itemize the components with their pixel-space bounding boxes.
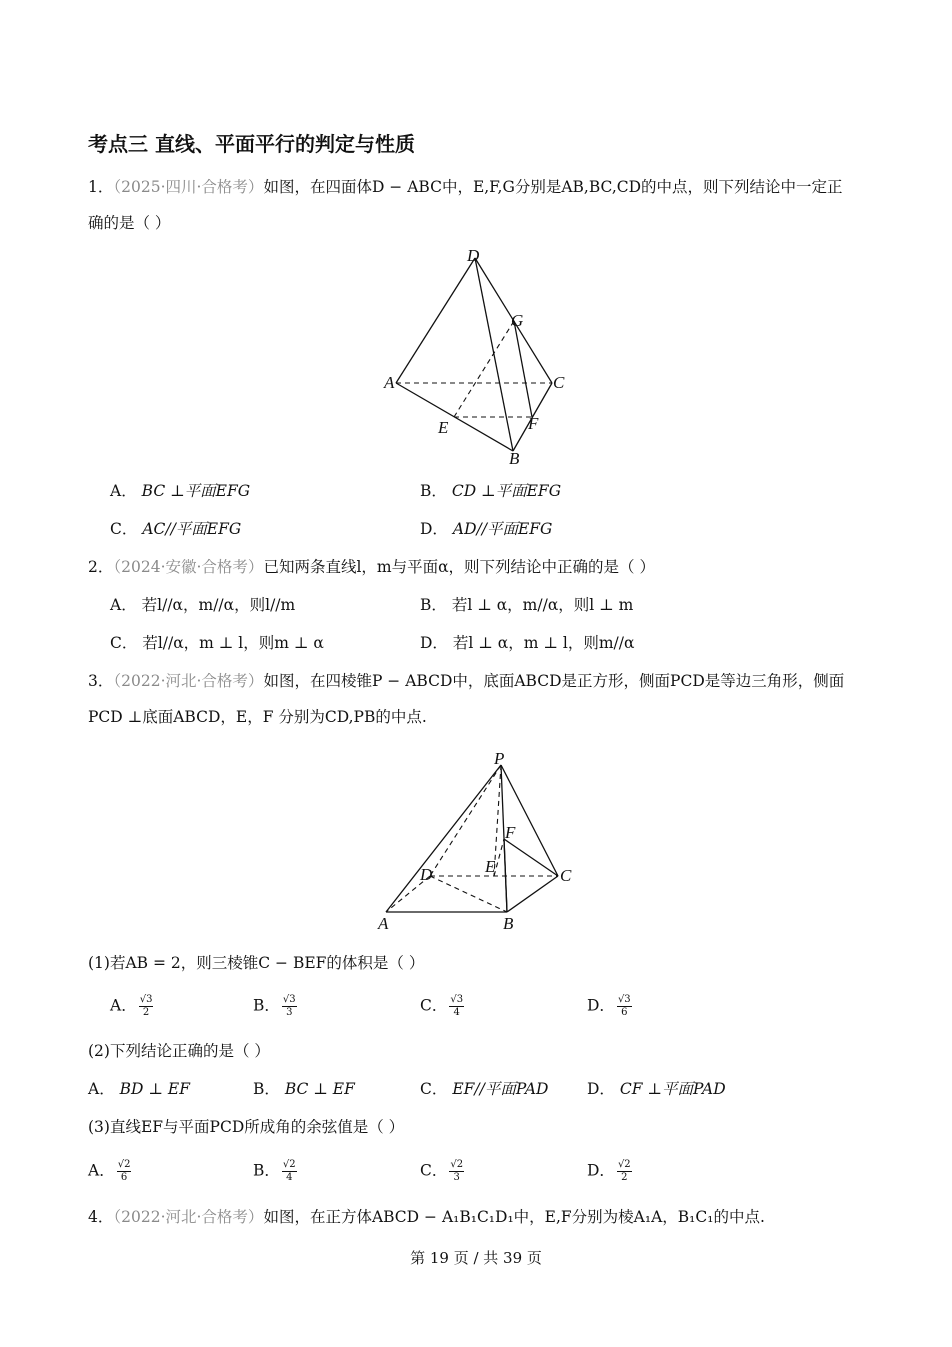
q3-pyramid-figure <box>370 745 590 935</box>
q3-source: （2022·河北·合格考） <box>113 672 264 690</box>
q2-option-a-letter: A． <box>110 596 137 614</box>
q3-sub3-text: (3)直线EF与平面PCD所成角的余弦值是（ ） <box>88 1118 405 1136</box>
q3-sub1-option-c-letter: C． <box>420 996 448 1015</box>
fraction-numerator: √3 <box>450 994 464 1005</box>
q1-number: 1． <box>88 178 114 196</box>
q3-number: 3． <box>88 672 114 690</box>
q1-label-F: F <box>528 414 539 433</box>
q1-option-d[interactable] <box>420 518 552 540</box>
q4-source: （2022·河北·合格考） <box>113 1208 264 1226</box>
q1-label-A: A <box>384 373 395 392</box>
q3-text-line2: PCD ⊥底面ABCD，E，F 分别为CD,PB的中点. <box>88 708 427 726</box>
q1-label-D: D <box>467 246 480 265</box>
q3-sub1-option-a[interactable] <box>110 994 153 1019</box>
q3-sub1-option-c[interactable] <box>420 994 464 1019</box>
q3-sub3-option-a-letter: A． <box>88 1161 115 1180</box>
q2-option-d-text: 若l ⊥ α，m ⊥ l，则m//α <box>452 634 635 652</box>
q1-option-d-text: AD//平面EFG <box>452 520 553 538</box>
q3-sub3-option-b-letter: B． <box>253 1161 280 1180</box>
q2-text: 已知两条直线l，m与平面α，则下列结论中正确的是（ ） <box>263 558 655 576</box>
q3-label-A: A <box>378 914 389 933</box>
fraction-numerator: √3 <box>282 994 296 1005</box>
q1-tetrahedron-figure <box>380 243 580 471</box>
fraction-denominator: 2 <box>142 1007 150 1018</box>
q1-option-b-text: CD ⊥平面EFG <box>451 482 562 500</box>
q3-sub2-option-a[interactable] <box>88 1078 190 1100</box>
q3-sub2-text: (2)下列结论正确的是（ ） <box>88 1042 270 1060</box>
q2-option-b[interactable] <box>420 594 633 616</box>
q3-sub1-option-c-fraction <box>449 994 464 1019</box>
q3-sub1-option-a-fraction <box>139 994 154 1019</box>
q1-option-d-letter: D． <box>420 520 448 538</box>
q3-sub1-option-b[interactable] <box>253 994 297 1019</box>
fraction-numerator: √2 <box>450 1159 464 1170</box>
q1-option-a-letter: A． <box>110 482 137 500</box>
q2-option-a[interactable] <box>110 594 295 616</box>
q3-sub3-option-c-fraction <box>449 1159 464 1184</box>
fraction-numerator: √3 <box>139 994 153 1005</box>
q2-source: （2024·安徽·合格考） <box>113 558 264 576</box>
q4-number: 4． <box>88 1208 114 1226</box>
q3-sub2-option-c[interactable] <box>420 1078 548 1100</box>
fraction-denominator: 6 <box>120 1172 128 1183</box>
q3-sub3-option-c[interactable] <box>420 1159 464 1184</box>
q3-sub2-option-a-text: BD ⊥ EF <box>119 1080 190 1098</box>
q1-option-b[interactable] <box>420 480 561 502</box>
q1-text-line1: 如图，在四面体D − ABC中，E,F,G分别是AB,BC,CD的中点，则下列结论中一定正 <box>263 178 843 196</box>
q1-label-G: G <box>511 311 524 330</box>
q2-line <box>88 556 655 578</box>
q3-sub1-option-d[interactable] <box>587 994 632 1019</box>
q3-sub2-option-a-letter: A． <box>88 1080 115 1098</box>
q1-option-b-letter: B． <box>420 482 447 500</box>
fraction-denominator: 3 <box>453 1172 460 1183</box>
q3-label-D: D <box>420 865 433 884</box>
q2-number: 2． <box>88 558 114 576</box>
q3-sub1-text: (1)若AB = 2，则三棱锥C − BEF的体积是（ ） <box>88 954 425 972</box>
q3-sub2-option-b-letter: B． <box>253 1080 280 1098</box>
q3-sub2-option-d[interactable] <box>587 1078 726 1100</box>
fraction-denominator: 4 <box>453 1007 460 1018</box>
q1-label-B: B <box>509 449 520 468</box>
q2-option-a-text: 若l//α，m//α，则l//m <box>141 596 296 614</box>
q3-text-line1: 如图，在四棱锥P − ABCD中，底面ABCD是正方形，侧面PCD是等边三角形，侧面 <box>263 672 845 690</box>
q3-sub2-option-b[interactable] <box>253 1078 355 1100</box>
fraction-denominator: 2 <box>621 1172 628 1183</box>
q3-label-B: B <box>503 914 514 933</box>
q3-sub1-option-b-fraction <box>282 994 297 1019</box>
q1-source: （2025·四川·合格考） <box>113 178 264 196</box>
fraction-numerator: √3 <box>617 994 631 1005</box>
q3-sub3-option-b-fraction <box>282 1159 297 1184</box>
q3-sub2-option-d-text: CF ⊥平面PAD <box>619 1080 726 1098</box>
q2-option-c-letter: C． <box>110 634 138 652</box>
q2-option-c[interactable] <box>110 632 324 654</box>
q3-sub2-option-b-text: BC ⊥ EF <box>284 1080 355 1098</box>
q3-sub3-option-d-fraction <box>617 1159 632 1184</box>
q2-option-d-letter: D． <box>420 634 448 652</box>
q2-option-b-letter: B． <box>420 596 447 614</box>
q3-label-C: C <box>560 866 572 885</box>
section-title: 考点三 直线、平面平行的判定与性质 <box>88 132 415 156</box>
q2-option-b-text: 若l ⊥ α，m//α，则l ⊥ m <box>451 596 634 614</box>
q4-text: 如图，在正方体ABCD − A₁B₁C₁D₁中，E,F分别为棱A₁A，B₁C₁的中点. <box>263 1208 765 1226</box>
q1-label-C: C <box>553 373 565 392</box>
q3-label-E: E <box>485 857 496 876</box>
q3-sub3-option-a[interactable] <box>88 1159 131 1184</box>
fraction-numerator: √2 <box>617 1159 631 1170</box>
q3-sub3-option-b[interactable] <box>253 1159 297 1184</box>
q3-sub2-option-c-letter: C． <box>420 1080 448 1098</box>
q3-sub3-option-d[interactable] <box>587 1159 632 1184</box>
q3-sub1-option-b-letter: B． <box>253 996 280 1015</box>
fraction-denominator: 3 <box>286 1007 293 1018</box>
q3-sub1-option-a-letter: A． <box>110 996 137 1015</box>
fraction-numerator: √2 <box>282 1159 296 1170</box>
q3-sub2-option-d-letter: D． <box>587 1080 615 1098</box>
q3-label-P: P <box>494 749 505 768</box>
q1-option-c-text: AC//平面EFG <box>142 520 242 538</box>
fraction-denominator: 6 <box>621 1007 628 1018</box>
q1-line1 <box>88 176 843 198</box>
q3-sub3-option-c-letter: C． <box>420 1161 448 1180</box>
q2-option-d[interactable] <box>420 632 634 654</box>
fraction-denominator: 4 <box>286 1172 293 1183</box>
q1-option-a[interactable] <box>110 480 250 502</box>
q1-text-line2: 确的是（ ） <box>88 214 171 232</box>
fraction-numerator: √2 <box>117 1159 131 1170</box>
q3-label-F: F <box>505 823 516 842</box>
q1-option-a-text: BC ⊥平面EFG <box>141 482 251 500</box>
q1-label-E: E <box>438 418 449 437</box>
q4-line <box>88 1206 765 1228</box>
q1-option-c[interactable] <box>110 518 241 540</box>
q3-sub1-option-d-letter: D． <box>587 996 615 1015</box>
q3-sub1-option-d-fraction <box>617 994 632 1019</box>
q3-sub2-option-c-text: EF//平面PAD <box>452 1080 549 1098</box>
q3-sub3-option-a-fraction <box>117 1159 132 1184</box>
q3-sub3-option-d-letter: D． <box>587 1161 615 1180</box>
q1-option-c-letter: C． <box>110 520 138 538</box>
q3-line1 <box>88 670 844 692</box>
page-footer: 第 19 页 / 共 39 页 <box>410 1249 542 1267</box>
q2-option-c-text: 若l//α，m ⊥ l，则m ⊥ α <box>142 634 324 652</box>
